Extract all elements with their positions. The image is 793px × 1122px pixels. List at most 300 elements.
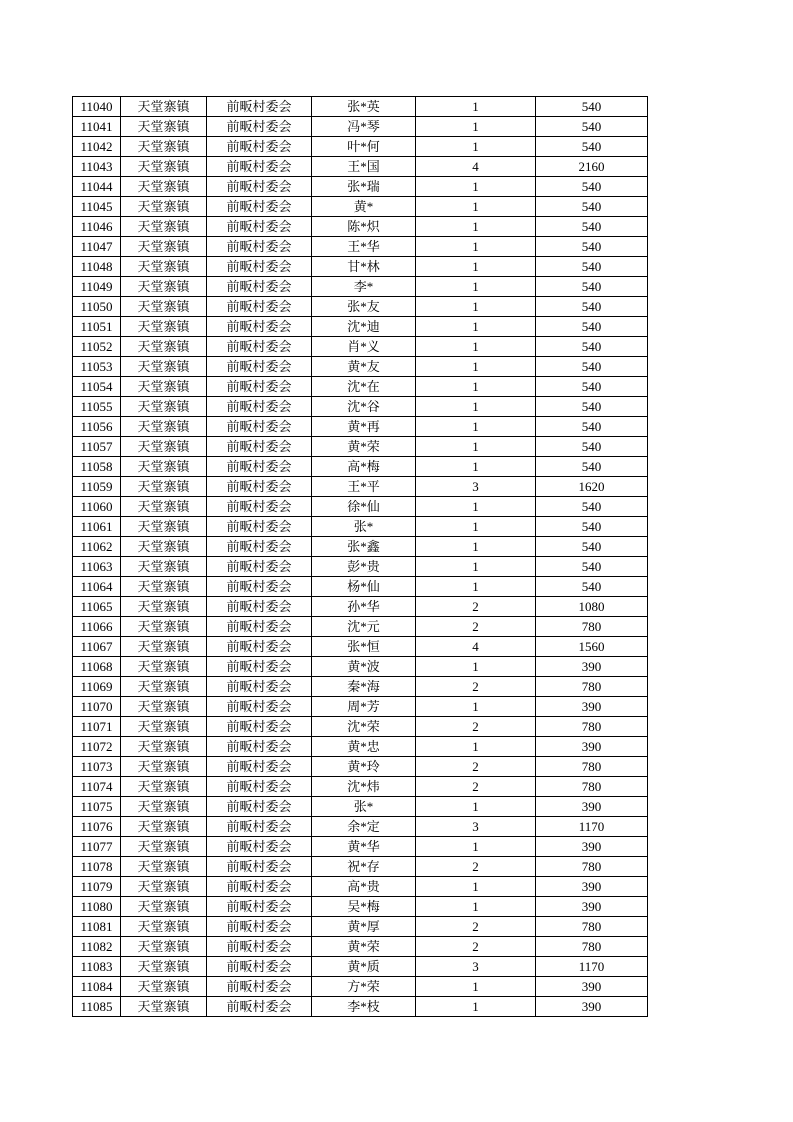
count-cell: 1 (416, 997, 536, 1017)
count-cell: 1 (416, 137, 536, 157)
record-id-cell: 11071 (73, 717, 121, 737)
amount-cell: 780 (536, 777, 648, 797)
table-row (73, 737, 648, 757)
count-cell: 2 (416, 677, 536, 697)
village-committee-cell: 前畈村委会 (207, 577, 312, 597)
record-id-cell: 11055 (73, 397, 121, 417)
amount-cell: 540 (536, 97, 648, 117)
name-cell: 黄* (312, 197, 416, 217)
village-committee-cell: 前畈村委会 (207, 137, 312, 157)
amount-cell: 1080 (536, 597, 648, 617)
amount-cell: 390 (536, 737, 648, 757)
village-committee-cell: 前畈村委会 (207, 377, 312, 397)
amount-cell: 390 (536, 897, 648, 917)
name-cell: 方*荣 (312, 977, 416, 997)
name-cell: 沈*炜 (312, 777, 416, 797)
village-committee-cell: 前畈村委会 (207, 817, 312, 837)
table-row (73, 857, 648, 877)
town-cell: 天堂寨镇 (121, 177, 207, 197)
count-cell: 4 (416, 637, 536, 657)
table-row (73, 517, 648, 537)
amount-cell: 780 (536, 917, 648, 937)
town-cell: 天堂寨镇 (121, 777, 207, 797)
town-cell: 天堂寨镇 (121, 197, 207, 217)
name-cell: 张*英 (312, 97, 416, 117)
count-cell: 2 (416, 597, 536, 617)
table-row (73, 717, 648, 737)
amount-cell: 540 (536, 357, 648, 377)
village-committee-cell: 前畈村委会 (207, 837, 312, 857)
count-cell: 2 (416, 917, 536, 937)
name-cell: 杨*仙 (312, 577, 416, 597)
name-cell: 孙*华 (312, 597, 416, 617)
count-cell: 1 (416, 457, 536, 477)
village-committee-cell: 前畈村委会 (207, 417, 312, 437)
village-committee-cell: 前畈村委会 (207, 357, 312, 377)
record-id-cell: 11058 (73, 457, 121, 477)
record-id-cell: 11045 (73, 197, 121, 217)
record-id-cell: 11051 (73, 317, 121, 337)
count-cell: 1 (416, 97, 536, 117)
town-cell: 天堂寨镇 (121, 437, 207, 457)
town-cell: 天堂寨镇 (121, 357, 207, 377)
amount-cell: 540 (536, 577, 648, 597)
amount-cell: 540 (536, 497, 648, 517)
count-cell: 3 (416, 477, 536, 497)
town-cell: 天堂寨镇 (121, 157, 207, 177)
table-body (73, 97, 648, 1017)
table-row (73, 777, 648, 797)
table-row (73, 137, 648, 157)
table-row (73, 677, 648, 697)
table-row (73, 457, 648, 477)
village-committee-cell: 前畈村委会 (207, 757, 312, 777)
amount-cell: 390 (536, 797, 648, 817)
amount-cell: 540 (536, 537, 648, 557)
record-id-cell: 11043 (73, 157, 121, 177)
count-cell: 1 (416, 217, 536, 237)
record-id-cell: 11075 (73, 797, 121, 817)
name-cell: 张* (312, 797, 416, 817)
name-cell: 吴*梅 (312, 897, 416, 917)
record-id-cell: 11062 (73, 537, 121, 557)
name-cell: 陈*炽 (312, 217, 416, 237)
town-cell: 天堂寨镇 (121, 757, 207, 777)
amount-cell: 390 (536, 837, 648, 857)
table-row (73, 917, 648, 937)
name-cell: 秦*海 (312, 677, 416, 697)
table-row (73, 537, 648, 557)
amount-cell: 780 (536, 937, 648, 957)
name-cell: 李* (312, 277, 416, 297)
town-cell: 天堂寨镇 (121, 737, 207, 757)
town-cell: 天堂寨镇 (121, 897, 207, 917)
town-cell: 天堂寨镇 (121, 857, 207, 877)
table-row (73, 937, 648, 957)
amount-cell: 540 (536, 297, 648, 317)
count-cell: 4 (416, 157, 536, 177)
record-id-cell: 11050 (73, 297, 121, 317)
record-id-cell: 11052 (73, 337, 121, 357)
record-id-cell: 11042 (73, 137, 121, 157)
village-committee-cell: 前畈村委会 (207, 297, 312, 317)
name-cell: 周*芳 (312, 697, 416, 717)
village-committee-cell: 前畈村委会 (207, 897, 312, 917)
count-cell: 1 (416, 577, 536, 597)
table-row (73, 257, 648, 277)
name-cell: 余*定 (312, 817, 416, 837)
name-cell: 张*鑫 (312, 537, 416, 557)
table-row (73, 577, 648, 597)
count-cell: 1 (416, 257, 536, 277)
table-row (73, 297, 648, 317)
village-committee-cell: 前畈村委会 (207, 677, 312, 697)
record-id-cell: 11084 (73, 977, 121, 997)
count-cell: 1 (416, 197, 536, 217)
village-committee-cell: 前畈村委会 (207, 737, 312, 757)
village-committee-cell: 前畈村委会 (207, 457, 312, 477)
amount-cell: 780 (536, 857, 648, 877)
table-row (73, 337, 648, 357)
amount-cell: 2160 (536, 157, 648, 177)
amount-cell: 780 (536, 717, 648, 737)
record-id-cell: 11061 (73, 517, 121, 537)
amount-cell: 540 (536, 257, 648, 277)
count-cell: 1 (416, 797, 536, 817)
amount-cell: 540 (536, 437, 648, 457)
village-committee-cell: 前畈村委会 (207, 937, 312, 957)
town-cell: 天堂寨镇 (121, 597, 207, 617)
name-cell: 黄*质 (312, 957, 416, 977)
count-cell: 1 (416, 357, 536, 377)
record-id-cell: 11082 (73, 937, 121, 957)
table-row (73, 317, 648, 337)
village-committee-cell: 前畈村委会 (207, 717, 312, 737)
name-cell: 张*瑞 (312, 177, 416, 197)
record-id-cell: 11079 (73, 877, 121, 897)
name-cell: 沈*迪 (312, 317, 416, 337)
town-cell: 天堂寨镇 (121, 997, 207, 1017)
village-committee-cell: 前畈村委会 (207, 617, 312, 637)
amount-cell: 540 (536, 337, 648, 357)
town-cell: 天堂寨镇 (121, 237, 207, 257)
table-row (73, 157, 648, 177)
village-committee-cell: 前畈村委会 (207, 437, 312, 457)
name-cell: 高*梅 (312, 457, 416, 477)
town-cell: 天堂寨镇 (121, 717, 207, 737)
village-committee-cell: 前畈村委会 (207, 917, 312, 937)
record-id-cell: 11078 (73, 857, 121, 877)
record-id-cell: 11064 (73, 577, 121, 597)
name-cell: 沈*谷 (312, 397, 416, 417)
town-cell: 天堂寨镇 (121, 917, 207, 937)
table-row (73, 197, 648, 217)
village-committee-cell: 前畈村委会 (207, 597, 312, 617)
amount-cell: 540 (536, 397, 648, 417)
amount-cell: 1170 (536, 817, 648, 837)
name-cell: 王*华 (312, 237, 416, 257)
table-row (73, 417, 648, 437)
amount-cell: 540 (536, 317, 648, 337)
name-cell: 徐*仙 (312, 497, 416, 517)
town-cell: 天堂寨镇 (121, 877, 207, 897)
village-committee-cell: 前畈村委会 (207, 957, 312, 977)
count-cell: 1 (416, 517, 536, 537)
name-cell: 王*平 (312, 477, 416, 497)
village-committee-cell: 前畈村委会 (207, 777, 312, 797)
name-cell: 黄*玲 (312, 757, 416, 777)
name-cell: 张*友 (312, 297, 416, 317)
town-cell: 天堂寨镇 (121, 577, 207, 597)
amount-cell: 780 (536, 617, 648, 637)
village-committee-cell: 前畈村委会 (207, 977, 312, 997)
name-cell: 甘*林 (312, 257, 416, 277)
amount-cell: 540 (536, 277, 648, 297)
town-cell: 天堂寨镇 (121, 937, 207, 957)
name-cell: 张*恒 (312, 637, 416, 657)
record-id-cell: 11049 (73, 277, 121, 297)
town-cell: 天堂寨镇 (121, 957, 207, 977)
count-cell: 1 (416, 837, 536, 857)
record-id-cell: 11044 (73, 177, 121, 197)
table-row (73, 377, 648, 397)
amount-cell: 540 (536, 197, 648, 217)
town-cell: 天堂寨镇 (121, 457, 207, 477)
table-row (73, 657, 648, 677)
table-row (73, 977, 648, 997)
record-id-cell: 11083 (73, 957, 121, 977)
name-cell: 黄*荣 (312, 937, 416, 957)
town-cell: 天堂寨镇 (121, 537, 207, 557)
amount-cell: 540 (536, 557, 648, 577)
count-cell: 1 (416, 237, 536, 257)
amount-cell: 1560 (536, 637, 648, 657)
village-committee-cell: 前畈村委会 (207, 537, 312, 557)
count-cell: 2 (416, 717, 536, 737)
town-cell: 天堂寨镇 (121, 837, 207, 857)
count-cell: 1 (416, 177, 536, 197)
name-cell: 祝*存 (312, 857, 416, 877)
amount-cell: 390 (536, 657, 648, 677)
table-row (73, 217, 648, 237)
name-cell: 黄*华 (312, 837, 416, 857)
town-cell: 天堂寨镇 (121, 497, 207, 517)
village-committee-cell: 前畈村委会 (207, 237, 312, 257)
town-cell: 天堂寨镇 (121, 377, 207, 397)
village-committee-cell: 前畈村委会 (207, 117, 312, 137)
table-row (73, 177, 648, 197)
amount-cell: 540 (536, 177, 648, 197)
town-cell: 天堂寨镇 (121, 817, 207, 837)
record-id-cell: 11057 (73, 437, 121, 457)
table-row (73, 897, 648, 917)
record-id-cell: 11076 (73, 817, 121, 837)
amount-cell: 540 (536, 217, 648, 237)
count-cell: 2 (416, 937, 536, 957)
table-row (73, 497, 648, 517)
town-cell: 天堂寨镇 (121, 477, 207, 497)
town-cell: 天堂寨镇 (121, 297, 207, 317)
village-committee-cell: 前畈村委会 (207, 337, 312, 357)
name-cell: 黄*忠 (312, 737, 416, 757)
table-row (73, 957, 648, 977)
record-id-cell: 11081 (73, 917, 121, 937)
name-cell: 黄*再 (312, 417, 416, 437)
count-cell: 1 (416, 117, 536, 137)
table-row (73, 877, 648, 897)
name-cell: 李*枝 (312, 997, 416, 1017)
count-cell: 1 (416, 657, 536, 677)
count-cell: 1 (416, 297, 536, 317)
record-id-cell: 11068 (73, 657, 121, 677)
village-committee-cell: 前畈村委会 (207, 657, 312, 677)
village-committee-cell: 前畈村委会 (207, 637, 312, 657)
village-committee-cell: 前畈村委会 (207, 697, 312, 717)
record-id-cell: 11073 (73, 757, 121, 777)
table-row (73, 837, 648, 857)
record-id-cell: 11070 (73, 697, 121, 717)
name-cell: 沈*元 (312, 617, 416, 637)
record-id-cell: 11060 (73, 497, 121, 517)
record-id-cell: 11056 (73, 417, 121, 437)
town-cell: 天堂寨镇 (121, 317, 207, 337)
table-row (73, 397, 648, 417)
town-cell: 天堂寨镇 (121, 677, 207, 697)
count-cell: 1 (416, 897, 536, 917)
table-row (73, 817, 648, 837)
amount-cell: 540 (536, 237, 648, 257)
town-cell: 天堂寨镇 (121, 697, 207, 717)
village-committee-cell: 前畈村委会 (207, 177, 312, 197)
record-id-cell: 11067 (73, 637, 121, 657)
name-cell: 彭*贵 (312, 557, 416, 577)
amount-cell: 390 (536, 977, 648, 997)
table-row (73, 437, 648, 457)
town-cell: 天堂寨镇 (121, 397, 207, 417)
amount-cell: 1620 (536, 477, 648, 497)
table-row (73, 357, 648, 377)
amount-cell: 780 (536, 677, 648, 697)
count-cell: 1 (416, 337, 536, 357)
count-cell: 1 (416, 697, 536, 717)
village-committee-cell: 前畈村委会 (207, 217, 312, 237)
amount-cell: 540 (536, 517, 648, 537)
record-id-cell: 11041 (73, 117, 121, 137)
town-cell: 天堂寨镇 (121, 517, 207, 537)
count-cell: 1 (416, 557, 536, 577)
town-cell: 天堂寨镇 (121, 137, 207, 157)
table-row (73, 697, 648, 717)
table-row (73, 557, 648, 577)
name-cell: 沈*在 (312, 377, 416, 397)
record-id-cell: 11048 (73, 257, 121, 277)
village-committee-cell: 前畈村委会 (207, 517, 312, 537)
count-cell: 1 (416, 497, 536, 517)
village-committee-cell: 前畈村委会 (207, 257, 312, 277)
town-cell: 天堂寨镇 (121, 97, 207, 117)
town-cell: 天堂寨镇 (121, 797, 207, 817)
name-cell: 王*国 (312, 157, 416, 177)
name-cell: 黄*友 (312, 357, 416, 377)
count-cell: 1 (416, 437, 536, 457)
village-committee-cell: 前畈村委会 (207, 557, 312, 577)
town-cell: 天堂寨镇 (121, 557, 207, 577)
town-cell: 天堂寨镇 (121, 337, 207, 357)
amount-cell: 540 (536, 117, 648, 137)
count-cell: 2 (416, 757, 536, 777)
count-cell: 1 (416, 977, 536, 997)
count-cell: 1 (416, 737, 536, 757)
record-id-cell: 11072 (73, 737, 121, 757)
record-id-cell: 11053 (73, 357, 121, 377)
count-cell: 1 (416, 317, 536, 337)
village-committee-cell: 前畈村委会 (207, 277, 312, 297)
record-id-cell: 11080 (73, 897, 121, 917)
town-cell: 天堂寨镇 (121, 617, 207, 637)
amount-cell: 540 (536, 377, 648, 397)
town-cell: 天堂寨镇 (121, 637, 207, 657)
record-id-cell: 11054 (73, 377, 121, 397)
count-cell: 1 (416, 417, 536, 437)
village-committee-cell: 前畈村委会 (207, 97, 312, 117)
town-cell: 天堂寨镇 (121, 417, 207, 437)
amount-cell: 540 (536, 137, 648, 157)
record-id-cell: 11077 (73, 837, 121, 857)
name-cell: 沈*荣 (312, 717, 416, 737)
record-id-cell: 11085 (73, 997, 121, 1017)
village-committee-cell: 前畈村委会 (207, 857, 312, 877)
count-cell: 1 (416, 277, 536, 297)
record-id-cell: 11066 (73, 617, 121, 637)
table-row (73, 997, 648, 1017)
village-committee-cell: 前畈村委会 (207, 317, 312, 337)
table-row (73, 637, 648, 657)
table-row (73, 757, 648, 777)
village-committee-cell: 前畈村委会 (207, 877, 312, 897)
count-cell: 3 (416, 957, 536, 977)
name-cell: 肖*义 (312, 337, 416, 357)
name-cell: 叶*何 (312, 137, 416, 157)
village-committee-cell: 前畈村委会 (207, 997, 312, 1017)
village-committee-cell: 前畈村委会 (207, 477, 312, 497)
record-id-cell: 11059 (73, 477, 121, 497)
count-cell: 1 (416, 877, 536, 897)
table-row (73, 237, 648, 257)
amount-cell: 780 (536, 757, 648, 777)
record-id-cell: 11063 (73, 557, 121, 577)
amount-cell: 390 (536, 997, 648, 1017)
count-cell: 3 (416, 817, 536, 837)
name-cell: 高*贵 (312, 877, 416, 897)
name-cell: 黄*荣 (312, 437, 416, 457)
count-cell: 1 (416, 377, 536, 397)
name-cell: 黄*波 (312, 657, 416, 677)
village-committee-cell: 前畈村委会 (207, 197, 312, 217)
name-cell: 黄*厚 (312, 917, 416, 937)
village-committee-cell: 前畈村委会 (207, 497, 312, 517)
count-cell: 1 (416, 397, 536, 417)
data-table (72, 96, 648, 1017)
village-committee-cell: 前畈村委会 (207, 797, 312, 817)
name-cell: 冯*琴 (312, 117, 416, 137)
record-id-cell: 11046 (73, 217, 121, 237)
amount-cell: 540 (536, 417, 648, 437)
table-row (73, 277, 648, 297)
amount-cell: 390 (536, 697, 648, 717)
town-cell: 天堂寨镇 (121, 257, 207, 277)
record-id-cell: 11047 (73, 237, 121, 257)
amount-cell: 540 (536, 457, 648, 477)
